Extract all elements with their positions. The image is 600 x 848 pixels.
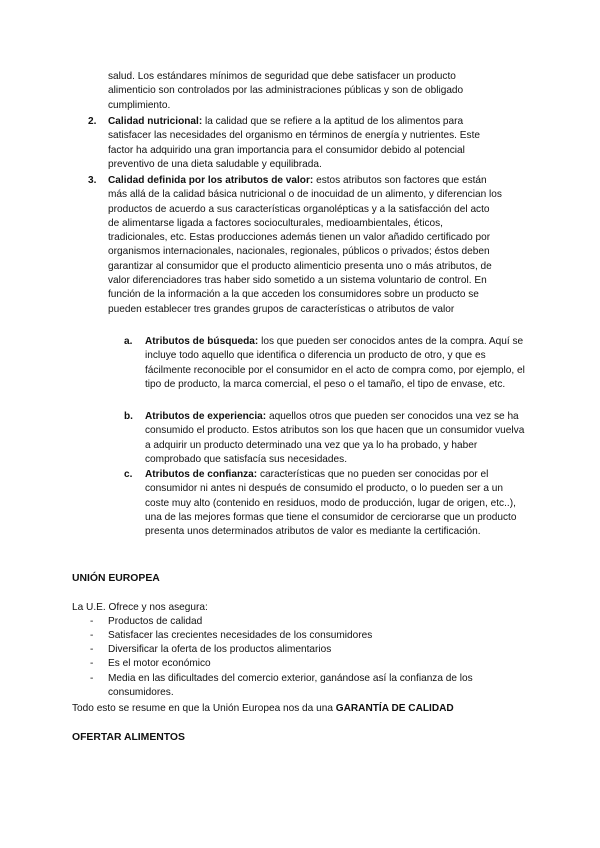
dash-bullet: - [90, 630, 94, 641]
section-heading-ofertar: OFERTAR ALIMENTOS [72, 732, 185, 743]
list-item [90, 672, 530, 701]
dash-bullet: - [90, 658, 94, 669]
list-item-body: estos atributos son factores que están más allá de la calidad básica nutricional o de inocuidad de un alimento, y diferencian los productos de acuerdo a sus características organolépticas y a la satisfacción del acto de alimentarse ligada a factores socioculturales, medioambientales, éticos, tradicionales, etc. Estas producciones además tienen un valor añadido certificado por organismos internacionales, nacionales, regionales, públicos o privados; éstos deben garantizar al consumidor que el producto alimenticio presenta uno o más atributos, de valor diferenciadores tras haber sido sometido a un sistema voluntario de control. En función de la información a la que acceden los consumidores sobre un producto se pueden establecer tres grandes grupos de características o atributos de valor [108, 175, 502, 315]
list-item-body: la calidad que se refiere a la aptitud de los alimentos para satisfacer las necesidades del organismo en términos de energía y nutrientes. Este factor ha adquirido una gran importancia para el consumidor debido al potencial preventivo de una dieta saludable y equilibrada. [108, 116, 480, 170]
summary-text: Todo esto se resume en que la Unión Europea nos da una [72, 703, 336, 714]
list-marker: 3. [88, 175, 97, 186]
sublist-item-text [145, 410, 528, 467]
intro-paragraph [108, 70, 500, 113]
list-item [90, 615, 530, 629]
sublist-item-body: aquellos otros que pueden ser conocidos una vez se ha consumido el producto. Estos atributos son los que hacen que un consumidor vuelva a adquirir un producto determinado una vez que ya lo ha probado, y haber comprobado que satisfacía sus necesidades. [145, 411, 525, 465]
sublist-marker: a. [124, 336, 133, 347]
list-item-text [108, 174, 502, 317]
ue-summary [72, 702, 552, 716]
sublist-item-c [124, 468, 528, 539]
list-item-3 [88, 174, 502, 317]
intro-text: salud. Los estándares mínimos de seguridad que debe satisfacer un producto alimenticio son controlados por las administraciones públicas y son de obligado cumplimiento. [108, 71, 464, 111]
sublist-item-title: Atributos de confianza: [145, 469, 258, 480]
sublist-item-body: los que pueden ser conocidos antes de la compra. Aquí se incluye todo aquello que identifica o diferencia un producto de otro, y que es fácilmente reconocible por el consumidor en el acto de compra como, por ejemplo, el tipo de producto, la marca comercial, el peso o el tamaño, el tipo de envase, etc. [145, 336, 525, 390]
sublist-item-text [145, 335, 528, 392]
dash-bullet: - [90, 644, 94, 655]
list-item [90, 643, 530, 657]
list-item [90, 629, 530, 643]
sublist-item-text [145, 468, 528, 539]
list-item [90, 657, 530, 671]
sublist-item-title: Atributos de búsqueda: [145, 336, 259, 347]
list-item-text: Satisfacer las crecientes necesidades de los consumidores [108, 630, 373, 641]
ue-lead: La U.E. Ofrece y nos asegura: [72, 602, 208, 613]
sublist-marker: b. [124, 411, 133, 422]
section-heading-ue: UNIÓN EUROPEA [72, 573, 160, 584]
sublist-item-title: Atributos de experiencia: [145, 411, 267, 422]
list-marker: 2. [88, 116, 97, 127]
sublist-item-b [124, 410, 528, 467]
list-item-text: Diversificar la oferta de los productos alimentarios [108, 644, 332, 655]
list-item-text [108, 115, 502, 172]
dash-bullet: - [90, 673, 94, 684]
list-item-text: Media en las dificultades del comercio exterior, ganándose así la confianza de los consumidores. [108, 673, 473, 699]
list-item-2 [88, 115, 502, 172]
sublist-item-body: características que no pueden ser conocidas por el consumidor ni antes ni después de consumido el producto, o lo pueden ser a un coste muy alto (contenido en residuos, modo de producción, lugar de origen, etc..), una de las mejores formas que tiene el consumidor de cerciorarse que un producto presenta unos determinados atributos de valor es mediante la certificación. [145, 469, 517, 538]
list-item-text: Es el motor económico [108, 658, 211, 669]
sublist-item-a [124, 335, 528, 392]
list-item-title: Calidad nutricional: [108, 116, 203, 127]
dash-bullet: - [90, 616, 94, 627]
list-item-text: Productos de calidad [108, 616, 203, 627]
summary-emphasis: GARANTÍA DE CALIDAD [335, 703, 454, 714]
list-item-title: Calidad definida por los atributos de valor: [108, 175, 314, 186]
sublist-marker: c. [124, 469, 133, 480]
